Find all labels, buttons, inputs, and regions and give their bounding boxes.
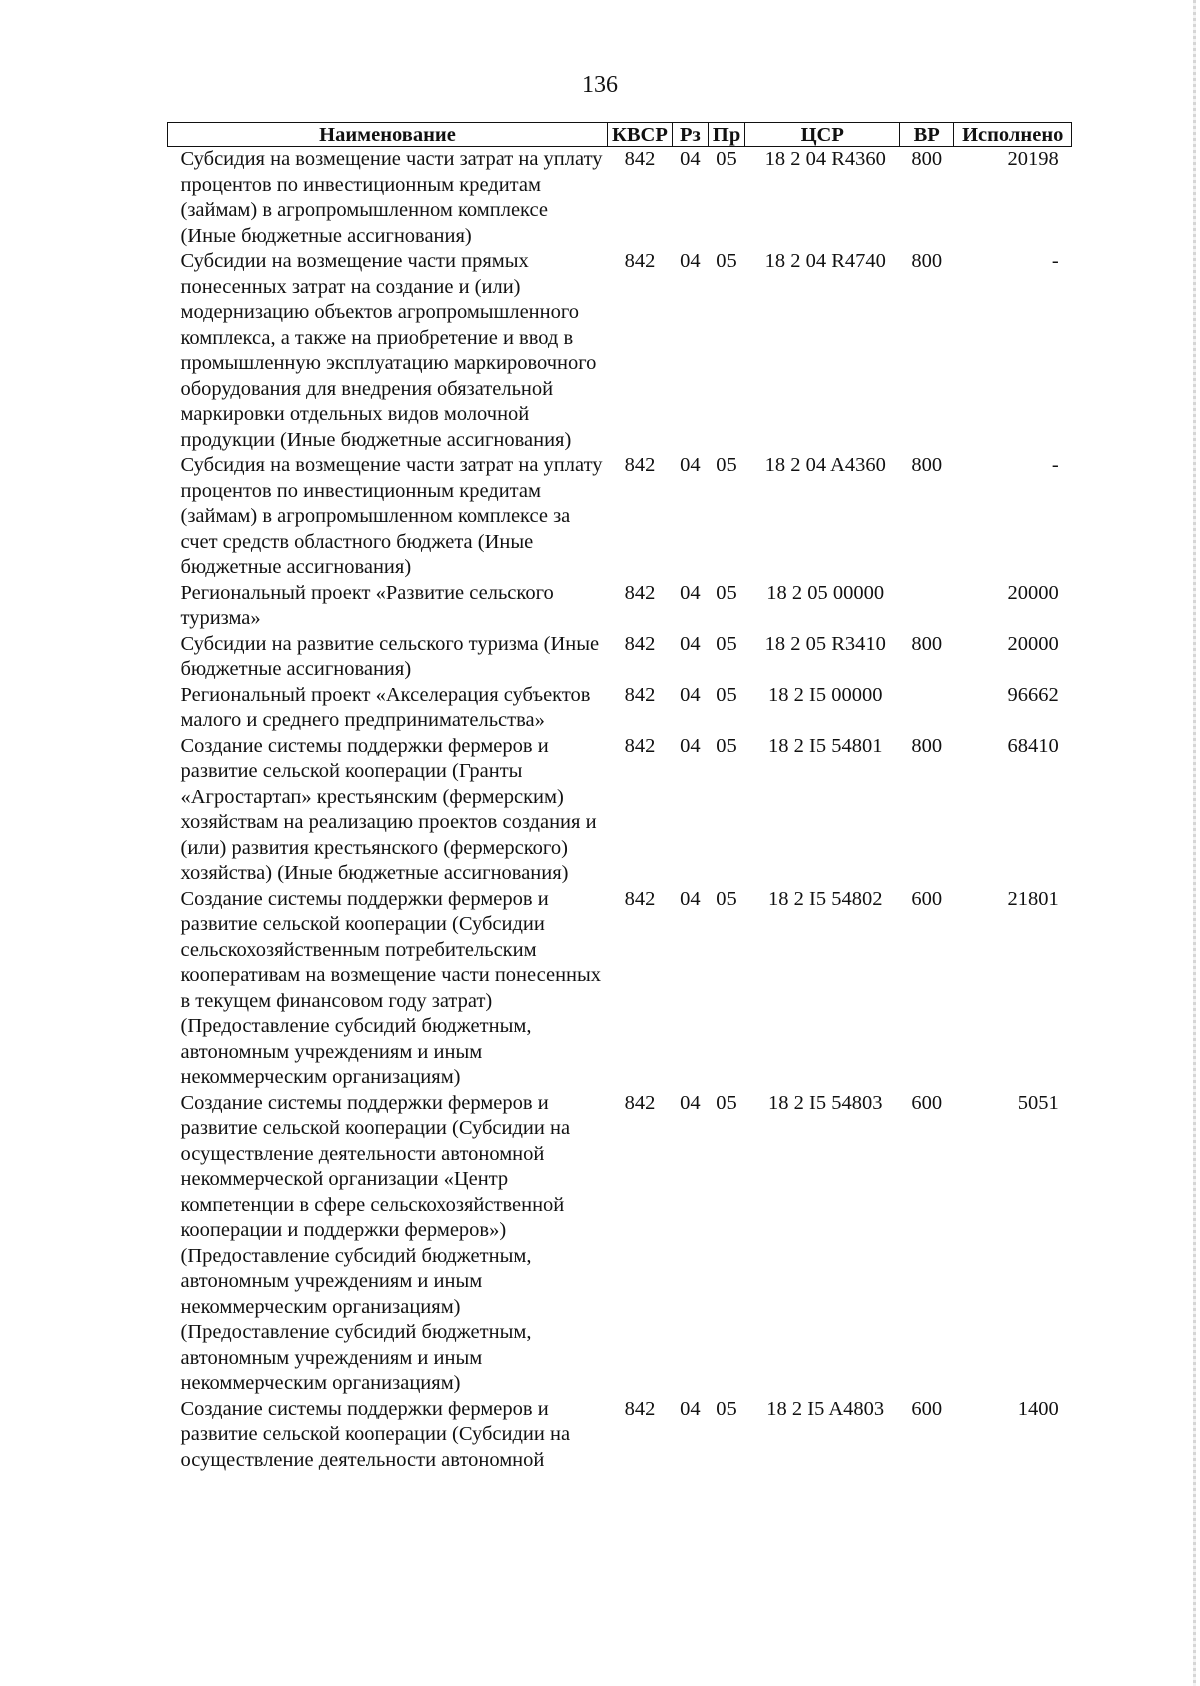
row-kvsr: 842	[624, 250, 656, 272]
row-name: Субсидии на развитие сельского туризма (Иные бюджетные ассигнования)	[180, 632, 600, 680]
row-done: 1400	[1017, 1397, 1059, 1420]
row-done: 68410	[1007, 734, 1059, 757]
row-pr: 05	[716, 887, 737, 910]
header-rz: Рз	[672, 123, 708, 147]
row-done: 96662	[1007, 683, 1059, 706]
row-done: -	[1051, 454, 1059, 476]
row-csr: 18 2 I5 A4803	[766, 1397, 885, 1420]
row-csr: 18 2 05 00000	[766, 581, 885, 604]
row-vr: 800	[911, 148, 943, 170]
row-vr: 600	[911, 887, 943, 910]
row-kvsr: 842	[624, 581, 656, 604]
row-rz: 04	[680, 148, 701, 170]
row-pr: 05	[716, 683, 737, 706]
row-kvsr: 842	[624, 632, 656, 655]
table-body	[168, 147, 1072, 1474]
row-rz: 04	[680, 683, 701, 706]
row-pr: 05	[716, 632, 737, 655]
row-csr: 18 2 04 R4740	[764, 250, 886, 272]
row-name: Региональный проект «Развитие сельского туризма»	[180, 581, 554, 629]
row-done: 20198	[1007, 148, 1059, 170]
row-done: 5051	[1017, 1091, 1059, 1114]
table-row	[168, 734, 1072, 887]
header-done: Исполнено	[954, 123, 1072, 147]
header-pr: Пр	[708, 123, 744, 147]
row-rz: 04	[680, 1397, 701, 1420]
row-rz: 04	[680, 734, 701, 757]
table-row	[168, 683, 1072, 734]
budget-table	[167, 122, 1072, 1473]
row-rz: 04	[680, 250, 701, 272]
header-kvsr: КВСР	[608, 123, 673, 147]
header-vr: ВР	[900, 123, 954, 147]
page-number: 136	[582, 72, 618, 98]
table-row	[168, 887, 1072, 1091]
row-csr: 18 2 I5 54801	[768, 734, 883, 757]
scan-edge-shadow	[1193, 0, 1196, 1686]
row-pr: 05	[716, 1091, 737, 1114]
row-name: Создание системы поддержки фермеров и развитие сельской кооперации (Субсидии на осуществление деятельности автономной некоммерческой организации «Центр компетенции в сфере сельскохозяйственной кооперации и поддержки фермеров») (Предоставление субсидий бюджетным, автономным учреждениям и иным некоммерческим организациям) (Предоставление субсидий бюджетным, автономным учреждениям и иным некоммерческим организациям)	[180, 1091, 571, 1394]
row-kvsr: 842	[624, 887, 656, 910]
row-pr: 05	[716, 1397, 737, 1420]
table-row	[168, 1091, 1072, 1397]
row-pr: 05	[716, 250, 737, 272]
table-row	[168, 453, 1072, 581]
row-kvsr: 842	[624, 734, 656, 757]
row-rz: 04	[680, 454, 701, 476]
row-pr: 05	[716, 148, 737, 170]
row-vr: 800	[911, 250, 943, 272]
row-kvsr: 842	[624, 683, 656, 706]
row-csr: 18 2 04 R4360	[764, 148, 886, 170]
row-done: -	[1051, 250, 1059, 272]
row-name: Создание системы поддержки фермеров и развитие сельской кооперации (Субсидии на осуществление деятельности автономной	[180, 1397, 571, 1471]
row-vr	[900, 683, 954, 734]
row-vr: 800	[911, 734, 943, 757]
row-pr: 05	[716, 581, 737, 604]
row-rz: 04	[680, 632, 701, 655]
table-header-row	[168, 123, 1072, 147]
row-name: Региональный проект «Акселерация субъектов малого и среднего предпринимательства»	[180, 683, 591, 731]
header-name: Наименование	[168, 123, 608, 147]
table-row	[168, 581, 1072, 632]
row-csr: 18 2 04 A4360	[764, 454, 886, 476]
row-pr: 05	[716, 454, 737, 476]
row-csr: 18 2 05 R3410	[764, 632, 886, 655]
row-rz: 04	[680, 887, 701, 910]
row-vr: 600	[911, 1091, 943, 1114]
row-name: Субсидия на возмещение части затрат на уплату процентов по инвестиционным кредитам (займам) в агропромышленном комплексе за счет средств областного бюджета (Иные бюджетные ассигнования)	[180, 454, 603, 578]
row-pr: 05	[716, 734, 737, 757]
table-row	[168, 632, 1072, 683]
row-vr: 800	[911, 632, 943, 655]
row-kvsr: 842	[624, 1091, 656, 1114]
row-kvsr: 842	[624, 454, 656, 476]
row-name: Субсидии на возмещение части прямых понесенных затрат на создание и (или) модернизацию объектов агропромышленного комплекса, а также на приобретение и ввод в промышленную эксплуатацию маркировочного оборудования для внедрения обязательной маркировки отдельных видов молочной продукции (Иные бюджетные ассигнования)	[180, 250, 597, 451]
row-csr: 18 2 I5 00000	[768, 683, 883, 706]
row-vr	[900, 581, 954, 632]
table-row	[168, 1397, 1072, 1474]
table-row	[168, 249, 1072, 453]
row-kvsr: 842	[624, 148, 656, 170]
row-name: Создание системы поддержки фермеров и развитие сельской кооперации (Субсидии сельскохозяйственным потребительским кооперативам на возмещение части понесенных в текущем финансовом году затрат) (Предоставление субсидий бюджетным, автономным учреждениям и иным некоммерческим организациям)	[180, 887, 602, 1088]
row-vr: 800	[911, 454, 943, 476]
row-rz: 04	[680, 581, 701, 604]
row-vr: 600	[911, 1397, 943, 1420]
row-name: Субсидия на возмещение части затрат на уплату процентов по инвестиционным кредитам (займам) в агропромышленном комплексе (Иные бюджетные ассигнования)	[180, 148, 603, 247]
row-csr: 18 2 I5 54803	[768, 1091, 883, 1114]
row-done: 21801	[1007, 887, 1059, 910]
row-rz: 04	[680, 1091, 701, 1114]
row-done: 20000	[1007, 581, 1059, 604]
row-done: 20000	[1007, 632, 1059, 655]
header-csr: ЦСР	[745, 123, 900, 147]
row-csr: 18 2 I5 54802	[768, 887, 883, 910]
row-name: Создание системы поддержки фермеров и развитие сельской кооперации (Гранты «Агростартап» крестьянским (фермерским) хозяйствам на реализацию проектов создания и (или) развития крестьянского (фермерского) хозяйства) (Иные бюджетные ассигнования)	[180, 734, 597, 884]
table-row	[168, 147, 1072, 250]
row-kvsr: 842	[624, 1397, 656, 1420]
